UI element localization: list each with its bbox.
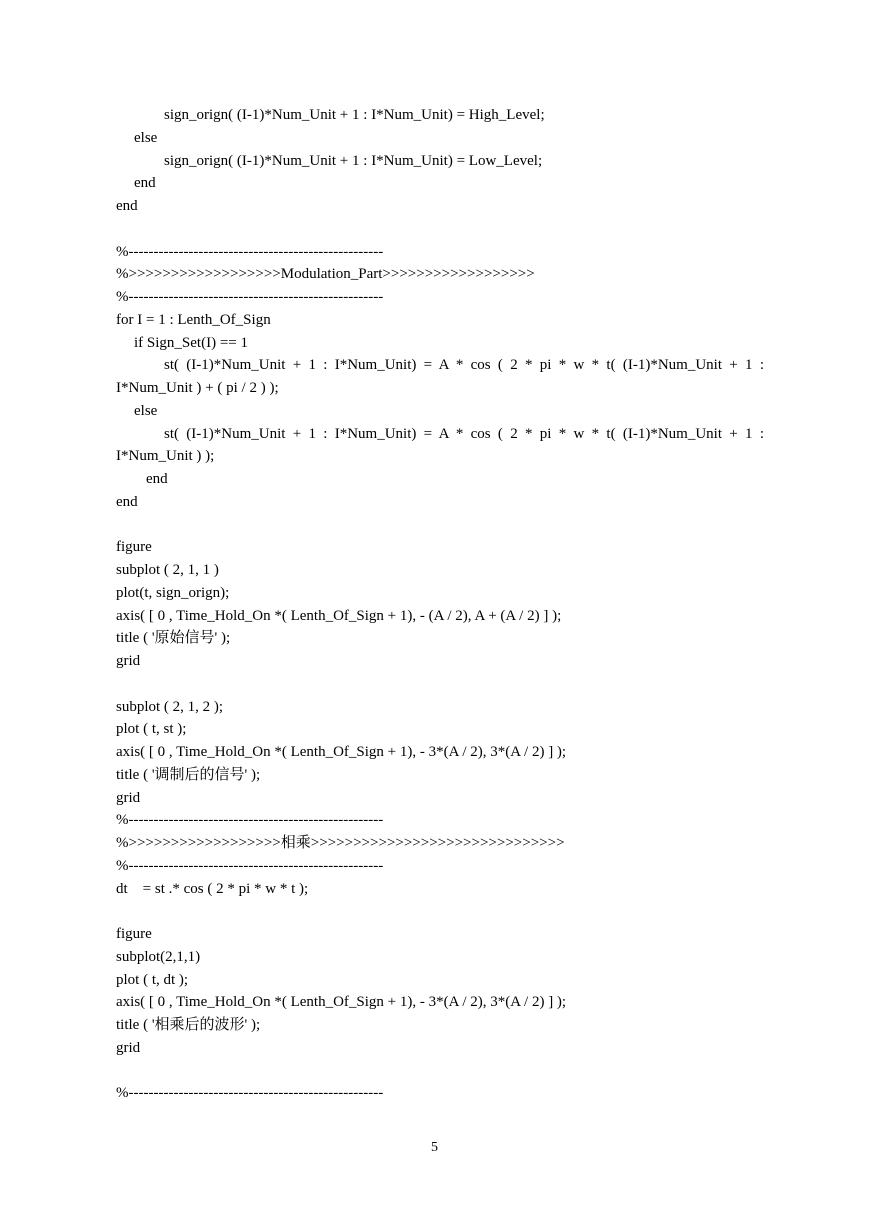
code-line: st( (I-1)*Num_Unit + 1 : I*Num_Unit) = A * cos ( 2 * pi * w * t( (I-1)*Num_Unit + 1 : xyxy=(164,357,764,374)
code-line: st( (I-1)*Num_Unit + 1 : I*Num_Unit) = A * cos ( 2 * pi * w * t( (I-1)*Num_Unit + 1 : xyxy=(164,425,764,442)
code-line: %--------------------------------------------------- xyxy=(116,857,384,874)
code-line: end xyxy=(134,175,156,192)
code-line: end xyxy=(116,198,138,214)
code-line: %--------------------------------------------------- xyxy=(116,1085,384,1102)
code-line: grid xyxy=(116,653,141,669)
code-line: end xyxy=(116,493,138,510)
code-line: %>>>>>>>>>>>>>>>>>>相乘>>>>>>>>>>>>>>>>>>>>>>>>>>>>>> xyxy=(116,835,565,851)
page-number: 5 xyxy=(431,1140,438,1155)
code-line: axis( [ 0 , Time_Hold_On *( Lenth_Of_Sign + 1), - 3*(A / 2), 3*(A / 2) ] ); xyxy=(116,744,567,760)
code-line: title ( '原始信号' ); xyxy=(116,630,231,647)
code-line: sign_orign( (I-1)*Num_Unit + 1 : I*Num_Unit) = Low_Level; xyxy=(164,152,543,169)
code-line: else xyxy=(134,402,158,419)
code-line: sign_orign( (I-1)*Num_Unit + 1 : I*Num_Unit) = High_Level; xyxy=(164,107,545,123)
code-line: %>>>>>>>>>>>>>>>>>>Modulation_Part>>>>>>>>>>>>>>>>>> xyxy=(116,266,535,283)
code-line: plot ( t, st ); xyxy=(116,721,187,738)
code-line: plot ( t, dt ); xyxy=(116,971,189,988)
code-line: subplot(2,1,1) xyxy=(116,948,201,965)
code-line: axis( [ 0 , Time_Hold_On *( Lenth_Of_Sign + 1), - (A / 2), A + (A / 2) ] ); xyxy=(116,607,562,624)
code-line: grid xyxy=(116,789,141,806)
code-line: title ( '相乘后的波形' ); xyxy=(116,1017,261,1033)
code-line: title ( '调制后的信号' ); xyxy=(116,766,261,783)
code-line: for I = 1 : Lenth_Of_Sign xyxy=(116,311,271,328)
code-line: subplot ( 2, 1, 1 ) xyxy=(116,562,219,578)
code-line: if Sign_Set(I) == 1 xyxy=(134,334,248,351)
code-line: %--------------------------------------------------- xyxy=(116,812,384,829)
code-line: I*Num_Unit ) + ( pi / 2 ) ); xyxy=(116,380,279,396)
code-line: subplot ( 2, 1, 2 ); xyxy=(116,698,224,715)
code-line: end xyxy=(146,471,168,487)
code-line: else xyxy=(134,129,158,146)
code-line: dt = st .* cos ( 2 * pi * w * t ); xyxy=(116,880,309,897)
code-line: %--------------------------------------------------- xyxy=(116,289,384,305)
code-line: plot(t, sign_orign); xyxy=(116,584,230,601)
code-line: grid xyxy=(116,1039,141,1056)
code-line: figure xyxy=(116,926,152,942)
code-line: axis( [ 0 , Time_Hold_On *( Lenth_Of_Sign + 1), - 3*(A / 2), 3*(A / 2) ] ); xyxy=(116,994,567,1011)
code-line: %--------------------------------------------------- xyxy=(116,243,384,260)
code-line: figure xyxy=(116,539,152,556)
code-line: I*Num_Unit ) ); xyxy=(116,448,215,465)
